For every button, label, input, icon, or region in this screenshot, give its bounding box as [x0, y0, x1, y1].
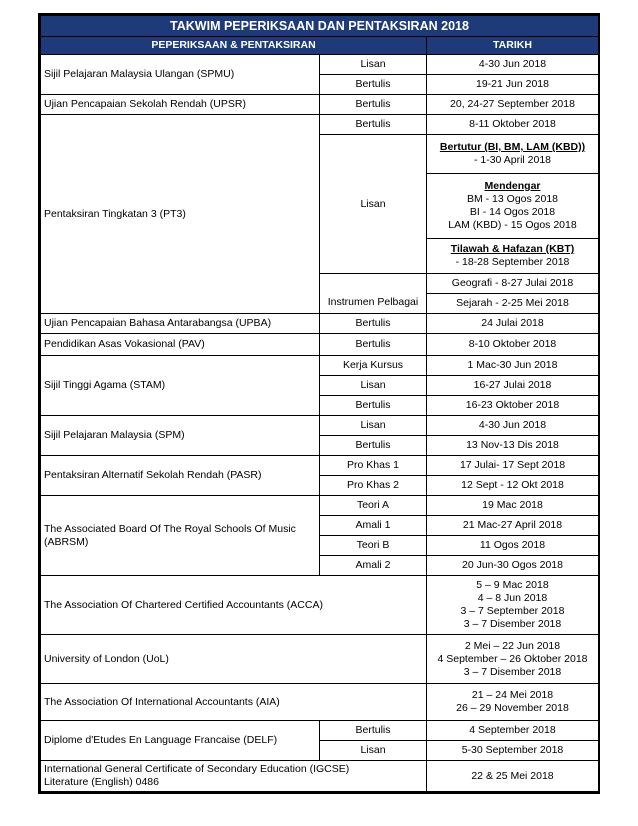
- exam-date-line: 3 – 7 Disember 2018: [463, 618, 562, 630]
- exam-date-line: 4 – 8 Jun 2018: [477, 592, 548, 604]
- exam-date-block: [427, 576, 599, 635]
- table-row: [41, 761, 599, 792]
- exam-name: The Association Of International Accountants (AIA): [41, 684, 427, 721]
- exam-date: 4-30 Jun 2018: [427, 55, 599, 75]
- exam-name: Diplome d'Etudes En Language Francaise (DELF): [41, 721, 320, 761]
- table-row: [41, 721, 599, 741]
- table-row: [41, 115, 599, 135]
- exam-date: 13 Nov-13 Dis 2018: [427, 436, 599, 456]
- exam-date: Sejarah - 2-25 Mei 2018: [427, 294, 599, 314]
- exam-name: Sijil Tinggi Agama (STAM): [41, 356, 320, 416]
- exam-date-block: [427, 174, 599, 239]
- exam-name: Ujian Pencapaian Sekolah Rendah (UPSR): [41, 95, 320, 115]
- exam-date: 24 Julai 2018: [427, 314, 599, 334]
- exam-date-line: 3 – 7 Disember 2018: [463, 665, 562, 678]
- exam-name: Pendidikan Asas Vokasional (PAV): [41, 334, 320, 356]
- exam-mode: Bertulis: [320, 75, 427, 95]
- table-row: [41, 95, 599, 115]
- exam-mode: Amali 2: [320, 556, 427, 576]
- exam-date: 21 Mac-27 April 2018: [427, 516, 599, 536]
- exam-date-line: 21 – 24 Mei 2018: [471, 689, 554, 701]
- mendengar-heading: Mendengar: [484, 180, 541, 192]
- exam-date: 20 Jun-30 Ogos 2018: [427, 556, 599, 576]
- exam-name-line-1: International General Certificate of Secondary Education (IGCSE): [44, 763, 350, 775]
- exam-mode: Teori A: [320, 496, 427, 516]
- exam-mode: Bertulis: [320, 115, 427, 135]
- table-row: [41, 456, 599, 476]
- exam-date: 11 Ogos 2018: [427, 536, 599, 556]
- exam-name-line-2: (ABRSM): [44, 535, 89, 548]
- table-row: [41, 314, 599, 334]
- exam-date: Geografi - 8-27 Julai 2018: [427, 274, 599, 294]
- table-row: [41, 334, 599, 356]
- exam-date: 16-23 Oktober 2018: [427, 396, 599, 416]
- exam-name: Sijil Pelajaran Malaysia Ulangan (SPMU): [41, 55, 320, 95]
- exam-mode: Lisan: [320, 55, 427, 75]
- exam-date-line: 5 – 9 Mac 2018: [476, 579, 549, 591]
- exam-mode: Bertulis: [320, 436, 427, 456]
- exam-mode: Amali 1: [320, 516, 427, 536]
- exam-date-line: 2 Mei – 22 Jun 2018: [464, 639, 561, 652]
- exam-name: Pentaksiran Tingkatan 3 (PT3): [41, 115, 320, 314]
- exam-mode: Bertulis: [320, 314, 427, 334]
- exam-calendar-table-frame: [38, 13, 600, 794]
- exam-mode: Bertulis: [320, 396, 427, 416]
- tilawah-heading: Tilawah & Hafazan (KBT): [450, 243, 575, 255]
- exam-name: Pentaksiran Alternatif Sekolah Rendah (PASR): [41, 456, 320, 496]
- exam-date-block: [427, 135, 599, 174]
- exam-date: 4 September 2018: [427, 721, 599, 741]
- exam-name-line-2: Literature (English) 0486: [44, 776, 159, 788]
- exam-name: [41, 761, 427, 792]
- exam-calendar-table: [40, 15, 599, 792]
- table-row: [41, 635, 599, 684]
- exam-name: [41, 496, 320, 576]
- exam-date: 1 Mac-30 Jun 2018: [427, 356, 599, 376]
- table-row: [41, 416, 599, 436]
- exam-date: 19-21 Jun 2018: [427, 75, 599, 95]
- exam-mode: Instrumen Pelbagai: [320, 274, 427, 314]
- exam-mode: Kerja Kursus: [320, 356, 427, 376]
- mendengar-lam: LAM (KBD) - 15 Ogos 2018: [448, 219, 577, 231]
- table-row: [41, 576, 599, 635]
- header-exam: PEPERIKSAAN & PENTAKSIRAN: [41, 37, 427, 55]
- exam-name: University of London (UoL): [41, 635, 427, 684]
- exam-date-block: [427, 635, 599, 684]
- exam-mode: Lisan: [320, 741, 427, 761]
- exam-name: The Association Of Chartered Certified Accountants (ACCA): [41, 576, 427, 635]
- exam-date: 19 Mac 2018: [427, 496, 599, 516]
- table-row: [41, 55, 599, 75]
- table-title-row: [41, 16, 599, 37]
- exam-mode: Lisan: [320, 376, 427, 396]
- exam-mode: Lisan: [320, 135, 427, 274]
- table-title: TAKWIM PEPERIKSAAN DAN PENTAKSIRAN 2018: [41, 16, 599, 37]
- exam-name: Ujian Pencapaian Bahasa Antarabangsa (UPBA): [41, 314, 320, 334]
- exam-name-line-1: The Associated Board Of The Royal Schools Of Music: [44, 522, 296, 535]
- exam-mode: Teori B: [320, 536, 427, 556]
- exam-mode: Bertulis: [320, 95, 427, 115]
- exam-name: Sijil Pelajaran Malaysia (SPM): [41, 416, 320, 456]
- exam-date: 20, 24-27 September 2018: [427, 95, 599, 115]
- mendengar-bm: BM - 13 Ogos 2018: [466, 193, 559, 205]
- table-row: [41, 684, 599, 721]
- exam-date: 17 Julai- 17 Sept 2018: [427, 456, 599, 476]
- exam-date: 8-11 Oktober 2018: [427, 115, 599, 135]
- header-date: TARIKH: [427, 37, 599, 55]
- table-row: [41, 496, 599, 516]
- exam-date-line: 26 – 29 November 2018: [456, 702, 569, 714]
- exam-date: 8-10 Oktober 2018: [427, 334, 599, 356]
- tilawah-date: - 18-28 September 2018: [455, 256, 570, 268]
- exam-date-block: [427, 684, 599, 721]
- exam-mode: Bertulis: [320, 334, 427, 356]
- exam-mode: Pro Khas 1: [320, 456, 427, 476]
- table-row: [41, 356, 599, 376]
- table-header-row: [41, 37, 599, 55]
- exam-date-line: 3 – 7 September 2018: [460, 605, 565, 617]
- bertutur-date: - 1-30 April 2018: [473, 154, 552, 166]
- exam-mode: Bertulis: [320, 721, 427, 741]
- exam-date: 22 & 25 Mei 2018: [427, 761, 599, 792]
- bertutur-heading: Bertutur (BI, BM, LAM (KBD)): [439, 141, 586, 153]
- exam-date: 4-30 Jun 2018: [427, 416, 599, 436]
- exam-date: 5-30 September 2018: [427, 741, 599, 761]
- exam-date: 16-27 Julai 2018: [427, 376, 599, 396]
- exam-date-block: [427, 239, 599, 274]
- exam-date: 12 Sept - 12 Okt 2018: [427, 476, 599, 496]
- exam-mode: Pro Khas 2: [320, 476, 427, 496]
- exam-date-line: 4 September – 26 Oktober 2018: [437, 652, 588, 665]
- mendengar-bi: BI - 14 Ogos 2018: [469, 206, 556, 218]
- exam-mode: Lisan: [320, 416, 427, 436]
